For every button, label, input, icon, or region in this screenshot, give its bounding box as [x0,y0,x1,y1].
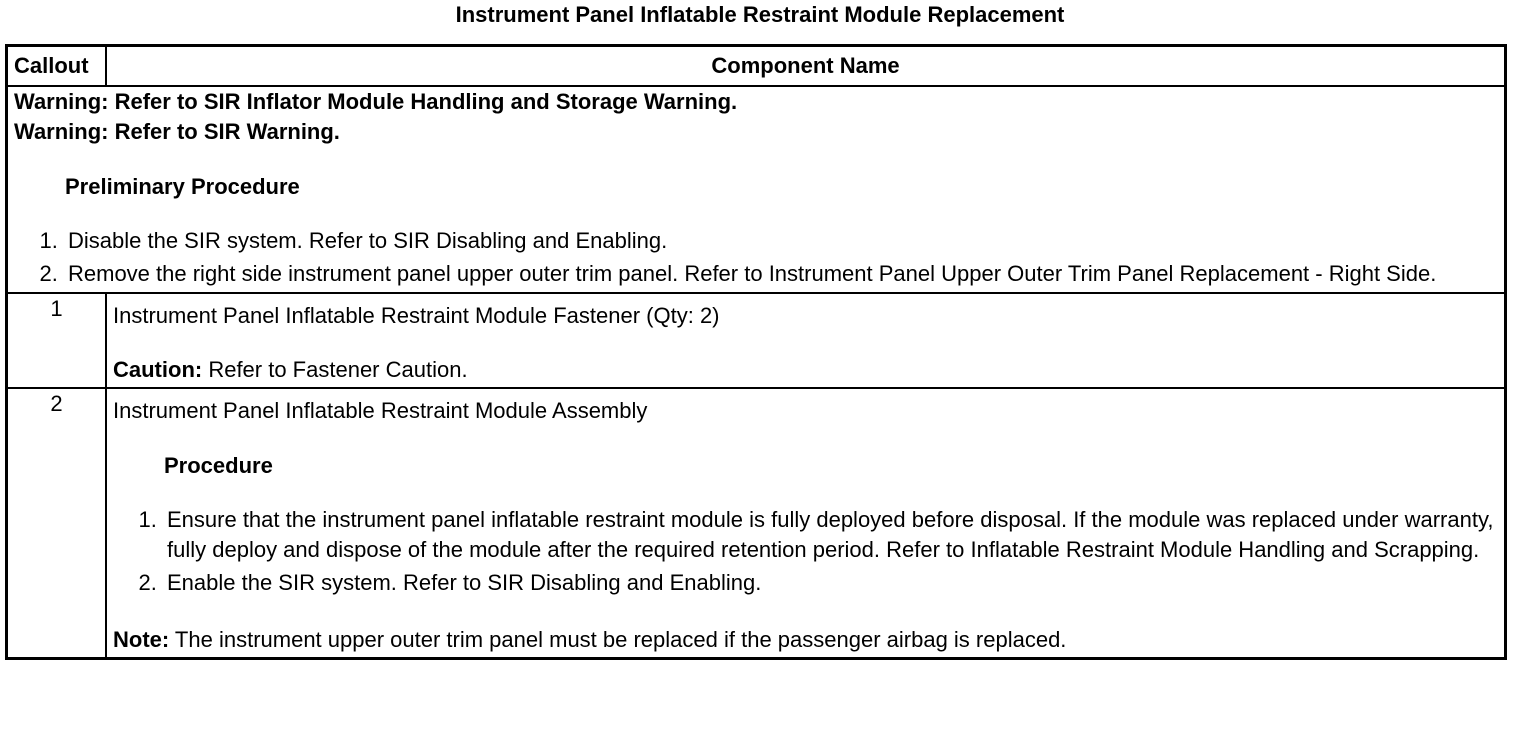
component-name-column-header: Component Name [106,46,1506,87]
preliminary-steps-list [14,226,1498,289]
component-cell [106,388,1506,659]
component-cell [106,293,1506,388]
procedure-steps-list [113,505,1498,598]
callout-column-header: Callout [7,46,107,87]
warning-sir: Warning: Refer to SIR Warning. [14,119,340,144]
intro-cell [7,86,1506,293]
warning-sir-inflator: Warning: Refer to SIR Inflator Module Handling and Storage Warning. [14,89,738,114]
note-line [113,625,1498,655]
component-name: Instrument Panel Inflatable Restraint Module Fastener (Qty: 2) [113,303,720,328]
table-row [7,293,1506,388]
table-header-row [7,46,1506,87]
preliminary-step: 2. Remove the right side instrument panel upper outer trim panel. Refer to Instrument Panel Upper Outer Trim Panel Replacement - Right Side. [64,259,1498,289]
intro-row [7,86,1506,293]
caution-text: Refer to Fastener Caution. [202,357,468,382]
page-title: Instrument Panel Inflatable Restraint Module Replacement [455,2,1065,27]
procedure-step: 2. Enable the SIR system. Refer to SIR Disabling and Enabling. [163,568,1498,598]
procedure-heading: Procedure [164,453,273,478]
preliminary-procedure-heading: Preliminary Procedure [65,174,300,199]
preliminary-step: 1. Disable the SIR system. Refer to SIR Disabling and Enabling. [64,226,1498,256]
callout-number: 2 [7,388,107,659]
procedure-table [5,44,1507,660]
table-row [7,388,1506,659]
component-name: Instrument Panel Inflatable Restraint Module Assembly [113,398,648,423]
note-label: Note: [113,627,170,652]
caution-line [113,355,1498,385]
caution-label: Caution: [113,357,203,382]
callout-number: 1 [7,293,107,388]
procedure-step: 1. Ensure that the instrument panel inflatable restraint module is fully deployed before disposal. If the module was replaced under warranty, fully deploy and dispose of the module after the required retention period. Refer to Inflatable Restraint Module Handling and Scrapping. [163,505,1498,565]
note-text: The instrument upper outer trim panel must be replaced if the passenger airbag is replaced. [169,627,1067,652]
